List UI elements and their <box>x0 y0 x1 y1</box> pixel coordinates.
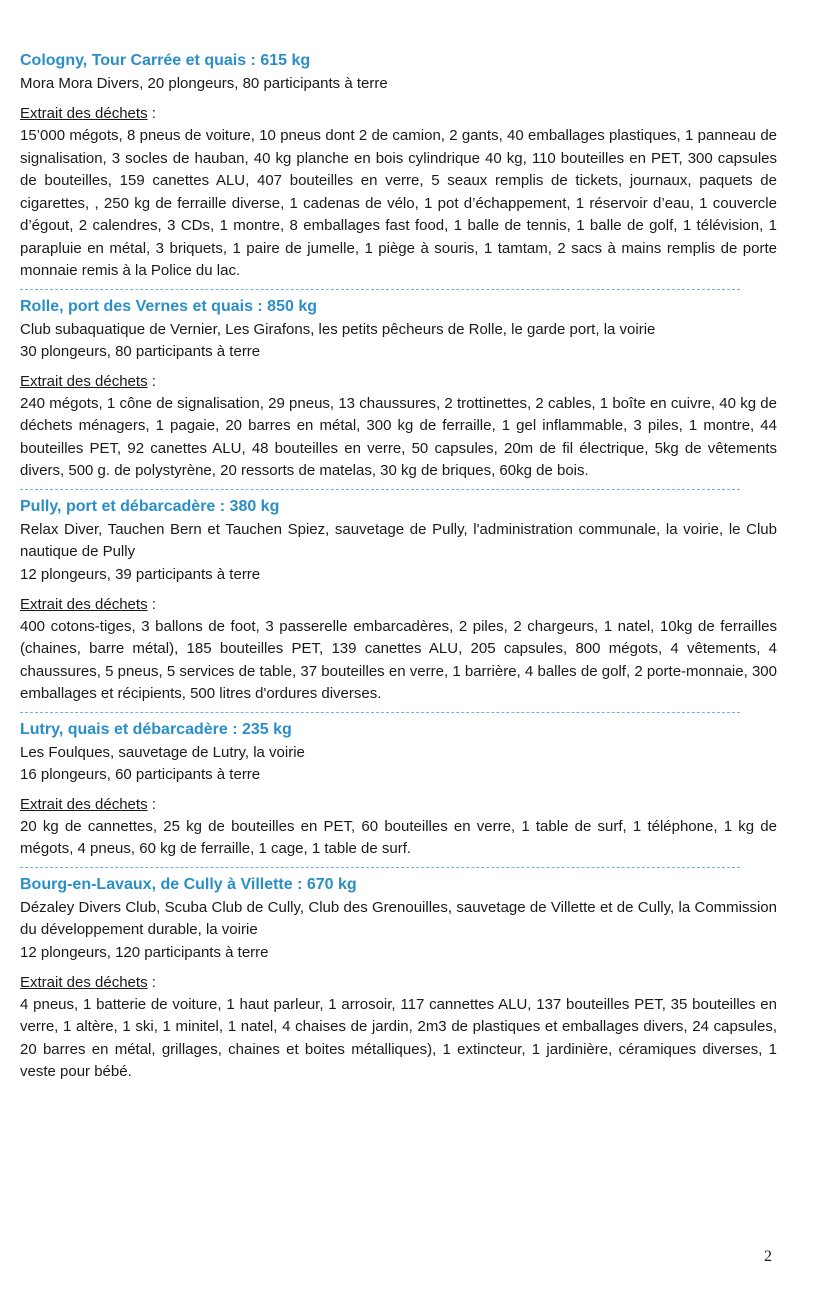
section-participants: 12 plongeurs, 120 participants à terre <box>20 943 269 961</box>
extract-label-colon: : <box>147 372 156 390</box>
section-participants: Mora Mora Divers, 20 plongeurs, 80 participants à terre <box>20 75 388 92</box>
section-title: Rolle, port des Vernes et quais : 850 kg <box>20 297 317 315</box>
section-organizers: Relax Diver, Tauchen Bern et Tauchen Spiez, sauvetage de Pully, l'administration communale, la voirie, le Club nautique de Pully <box>20 520 777 560</box>
extract-label-colon: : <box>147 795 156 813</box>
section-bourg-en-lavaux <box>20 874 777 1084</box>
extract-text: 400 cotons-tiges, 3 ballons de foot, 3 passerelle embarcadères, 2 piles, 2 chargeurs, 1 natel, 10kg de ferrailles (chaines, barre métal), 185 bouteilles PET, 139 canettes ALU, 205 capsules, 800 mégots, 4 vêtements, 4 chaussures, 5 pneus, 5 services de table, 37 bouteilles en verre, 1 barrière, 4 balles de golf, 2 porte-monnaie, 300 emballages et récipients, 500 litres d'ordures diverses. <box>20 617 777 702</box>
extract-text: 4 pneus, 1 batterie de voiture, 1 haut parleur, 1 arrosoir, 117 cannettes ALU, 137 bouteilles PET, 35 bouteilles en verre, 1 altère, 1 ski, 1 minitel, 1 natel, 4 chaises de jardin, 2m3 de plastiques et emballages divers, 24 capsules, 20 barres en métal, grillages, chaines et boites métalliques), 1 extincteur, 1 jardinière, céramiques diverses, 1 veste pour bébé. <box>20 995 777 1080</box>
section-cologny <box>20 50 777 283</box>
extract-label <box>20 103 777 125</box>
section-title: Lutry, quais et débarcadère : 235 kg <box>20 720 292 738</box>
extract-text: 20 kg de cannettes, 25 kg de bouteilles en PET, 60 bouteilles en verre, 1 table de surf, 1 téléphone, 1 kg de mégots, 4 pneus, 60 kg de ferraille, 1 cage, 1 table de surf. <box>20 817 777 857</box>
section-organizers: Dézaley Divers Club, Scuba Club de Cully, Club des Grenouilles, sauvetage de Villette et de Cully, la Commission du développement durable, la voirie <box>20 898 777 938</box>
extract-label-text: Extrait des déchets <box>20 372 148 390</box>
section-divider <box>20 867 740 868</box>
extract-label-text: Extrait des déchets <box>20 973 148 991</box>
extract-label-text: Extrait des déchets <box>20 795 148 813</box>
section-divider <box>20 489 740 490</box>
section-title: Bourg-en-Lavaux, de Cully à Villette : 670 kg <box>20 875 357 893</box>
section-organizers: Club subaquatique de Vernier, Les Girafons, les petits pêcheurs de Rolle, le garde port, la voirie <box>20 320 656 338</box>
extract-label-colon: : <box>147 595 156 613</box>
document-page <box>20 50 777 1084</box>
section-participants: 16 plongeurs, 60 participants à terre <box>20 765 261 783</box>
page-number: 2 <box>764 1248 772 1265</box>
section-lutry <box>20 719 777 861</box>
extract-text: 240 mégots, 1 cône de signalisation, 29 pneus, 13 chaussures, 2 trottinettes, 2 cables, 1 boîte en cuivre, 40 kg de déchets ménagers, 1 pagaie, 20 barres en métal, 300 kg de ferraille, 1 gel inflammable, 3 piles, 1 montre, 44 bouteilles PET, 92 canettes ALU, 48 bouteilles en verre, 50 capsules, 20m de fil électrique, 5kg de vêtements divers, 500 g. de polystyrène, 20 ressorts de matelas, 30 kg de briques, 60kg de bois. <box>20 394 777 479</box>
section-rolle <box>20 296 777 483</box>
section-title: Pully, port et débarcadère : 380 kg <box>20 497 280 515</box>
extract-label <box>20 794 777 816</box>
extract-text: 15’000 mégots, 8 pneus de voiture, 10 pneus dont 2 de camion, 2 gants, 40 emballages plastiques, 1 panneau de signalisation, 3 socles de hauban, 40 kg planche en bois cylindrique 40 kg, 110 bouteilles en PET, 300 capsules de bouteilles, 159 canettes ALU, 407 bouteilles en verre, 5 seaux remplis de tickets, journaux, paquets de cigarettes, , 250 kg de ferraille diverse, 1 cadenas de vélo, 1 pot d’échappement, 1 réservoir d’eau, 1 couvercle d’égout, 2 calendres, 3 CDs, 1 montre, 8 emballages fast food, 1 balle de tennis, 1 balle de golf, 1 télévision, 1 parapluie en métal, 3 briquets, 1 paire de jumelle, 1 piège à souris, 1 tamtam, 2 sacs à mains remplis de porte monnaie remis à la Police du lac. <box>20 127 777 279</box>
section-participants: 30 plongeurs, 80 participants à terre <box>20 342 261 360</box>
extract-label-text: Extrait des déchets <box>20 105 148 122</box>
extract-label-colon: : <box>147 973 156 991</box>
section-organizers: Les Foulques, sauvetage de Lutry, la voirie <box>20 743 305 761</box>
section-divider <box>20 289 740 290</box>
section-participants: 12 plongeurs, 39 participants à terre <box>20 565 261 583</box>
section-pully <box>20 496 777 706</box>
extract-label <box>20 972 777 994</box>
section-title: Cologny, Tour Carrée et quais : 615 kg <box>20 52 311 69</box>
section-divider <box>20 712 740 713</box>
extract-label <box>20 371 777 393</box>
extract-label-colon: : <box>147 105 156 122</box>
extract-label-text: Extrait des déchets <box>20 595 148 613</box>
extract-label <box>20 594 777 616</box>
